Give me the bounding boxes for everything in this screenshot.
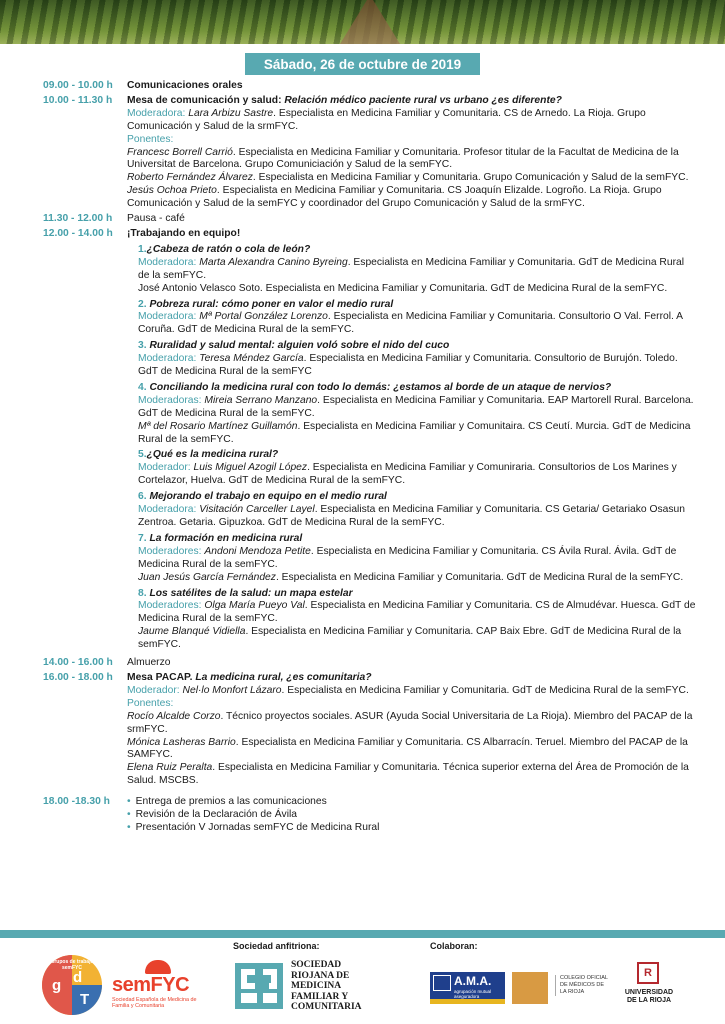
workshop: 3. Ruralidad y salud mental: alguien voló sobre el nido del cuco Moderadora: Teresa Méndez García. Especialista en Medicina Familiar y Comunitaria. Consultorio de Burujón. Toledo. GdT de Medicina Rural de la semFYC (138, 340, 678, 378)
srmfyc-emblem-icon (235, 963, 283, 1009)
schedule-block (0, 80, 725, 93)
block-time: 11.30 - 12.00 h (43, 213, 113, 225)
schedule-block (0, 213, 725, 226)
block-time: 18.00 -18.30 h (43, 796, 110, 808)
schedule-block (0, 672, 725, 788)
ama-logo: A.M.A. agrupación mutual aseguradora (430, 972, 505, 1004)
date-heading: Sábado, 26 de octubre de 2019 (245, 53, 480, 75)
colegio-medicos-text: COLEGIO OFICIAL DE MÉDICOS DE LA RIOJA (555, 975, 620, 996)
semfyc-logo: semFYC Sociedad Española de Medicina de Familia y Comunitaria (112, 960, 207, 1010)
semfyc-emblem-icon (145, 960, 171, 974)
workshop: 7. La formación en medicina rural Moderadores: Andoni Mendoza Petite. Especialista en Medicina Familiar y Comunitaria. CS Ávila Rural. Ávila. GdT de Medicina Rural de la semFYC. Juan Jesús García Fernández. Especialista en Medicina Familiar y Comunitaria. GdT de Medicina Rural de la semFYC. (138, 532, 684, 583)
block-title: Mesa de comunicación y salud: Relación médico paciente rural vs urbano ¿es diferente? (127, 94, 562, 106)
speaker: Mónica Lasheras Barrio. Especialista en Medicina Familiar y Comunitaria. CS Albarracín. Teruel. Miembro del PACAP de la SAMFYC. (127, 736, 688, 761)
block-time: 12.00 - 14.00 h (43, 227, 113, 239)
list-item: • Presentación V Jornadas semFYC de Medicina Rural (127, 822, 697, 835)
closing-list (127, 796, 697, 835)
block-title: Almuerzo (127, 657, 171, 669)
workshop: 8. Los satélites de la salud: un mapa estelar Moderadores: Olga María Pueyo Val. Especialista en Medicina Familiar y Comunitaria. CS de Almudévar. Huesca. GdT de Medicina Rural de la semFYC. Jaume Blanqué Vidiella. Especialista en Medicina Familiar y Comunitaria. CAP Baix Ebre. GdT de Medicina Rural de la semFYC. (138, 587, 696, 651)
workshop: 5.¿Qué es la medicina rural? Moderador: Luis Miguel Azogil López. Especialista en Medicina Familiar y Comuniraria. Consultorios de Los Marines y Cortelazor, Huelva. GdT de Medicina Rural de la semFYC. (138, 449, 677, 487)
colegio-medicos-logo (512, 972, 548, 1004)
block-time: 16.00 - 18.00 h (43, 671, 113, 683)
schedule-block (0, 796, 725, 835)
speaker: Elena Ruiz Peralta. Especialista en Medicina Familiar y Comunitaria. Técnica superior externa del Área de Promoción de la Salud. MSCBS. (127, 762, 689, 787)
workshop: 1.¿Cabeza de ratón o cola de león? Moderadora: Marta Alexandra Canino Byreing. Especialista en Medicina Familiar y Comunitaria. GdT de Medicina Rural de la semFYC. José Antonio Velasco Soto. Especialista en Medicina Familiar y Comunitaria. GdT de Medicina Rural de la semFYC. (138, 243, 685, 294)
schedule-block (0, 95, 725, 211)
speaker: Francesc Borrell Carrió. Especialista en Medicina Familiar y Comunitaria. Profesor titular de la Facultat de Medicina de la Universitat de Barcelona. Grupo Comuniciación y Salud de la semFYC. (127, 146, 679, 171)
list-item: • Entrega de premios a las comunicaciones (127, 796, 697, 809)
workshop: 2. Pobreza rural: cómo poner en valor el medio rural Moderadora: Mª Portal González Lorenzo. Especialista en Medicina Familiar y Comunitaria. Consultorio O Val. Ferrol. A Coruña. GdT de Medicina Rural de la semFYC. (138, 298, 683, 336)
block-title: Pausa - café (127, 213, 185, 225)
moderator: Moderador: Nel·lo Monfort Lázaro. Especialista en Medicina Familiar y Comunitaria. GdT de Medicina Rural de la semFYC. (127, 684, 689, 696)
vineyard-banner (0, 0, 725, 44)
speaker: Jesús Ochoa Prieto. Especialista en Medicina Familiar y Comunitaria. CS Joaquín Elizalde. Logroño. La Rioja. Grupo Comunicación y Salud de la semFYC y coordinador del Grupo Comunicación y Salud de la srmFYC. (127, 185, 662, 210)
schedule-block (0, 228, 725, 652)
block-time: 14.00 - 16.00 h (43, 657, 113, 669)
eu-stars-icon (433, 975, 451, 991)
schedule-block (0, 657, 725, 670)
speaker: Rocío Alcalde Corzo. Técnico proyectos sociales. ASUR (Ayuda Social Universitaria de La Rioja). Miembro del PACAP de la srmFYC. (127, 710, 693, 735)
block-title: Mesa PACAP. La medicina rural, ¿es comunitaria? (127, 671, 372, 683)
srmfyc-name: SOCIEDAD RIOJANA DE MEDICINA FAMILIAR Y COMUNITARIA (291, 960, 362, 1012)
universidad-name: UNIVERSIDAD DE LA RIOJA (624, 989, 674, 1004)
block-title: ¡Trabajando en equipo! (127, 227, 241, 239)
block-time: 10.00 - 11.30 h (43, 94, 113, 106)
moderator: Moderadora: Lara Arbizu Sastre. Especialista en Medicina Familiar y Comunitaria. CS de Arnedo. La Rioja. Grupo Comunicación y Salud de la srmFYC. (127, 107, 646, 132)
host-label: Sociedad anfitriona: (233, 941, 320, 951)
list-item: • Revisión de la Declaración de Ávila (127, 809, 697, 822)
ponentes-label: Ponentes: (127, 133, 174, 145)
workshop: 4. Conciliando la medicina rural con todo lo demás: ¿estamos al borde de un ataque de nervios? Moderadoras: Mireia Serrano Manzano. Especialista en Medicina Familiar y Comunitaria. EAP Martorell Rural. Barcelona. GdT de Medicina Rural de la semFYC. Mª del Rosario Martínez Guillamón. Especialista en Medicina Familiar y Comunitaira. CS Ceutí. Murcia. GdT de Medicina Rural de la semFYC. (138, 381, 694, 445)
schedule (0, 78, 725, 835)
footer-divider (0, 930, 725, 938)
speaker: Roberto Fernández Álvarez. Especialista en Medicina Familiar y Comunitaria. Grupo Comunicación y Salud de la semFYC. (127, 172, 689, 184)
collab-label: Colaboran: (430, 941, 478, 951)
universidad-crest-icon: R (637, 962, 659, 984)
block-title: Comunicaciones orales (127, 80, 243, 91)
block-time: 09.00 - 10.00 h (43, 80, 113, 91)
ponentes-label: Ponentes: (127, 697, 174, 709)
grupos-trabajo-logo: Grupos de trabajo semFYC g d T (42, 955, 102, 1015)
workshop: 6. Mejorando el trabajo en equipo en el medio rural Moderadora: Visitación Carceller Layel. Especialista en Medicina Familiar y Comunitaria. CS Getaria/ Getariako Osasun Zentroa. Getaria. Gipuzkoa. GdT de Medicina Rural de la semFYC. (138, 491, 685, 528)
